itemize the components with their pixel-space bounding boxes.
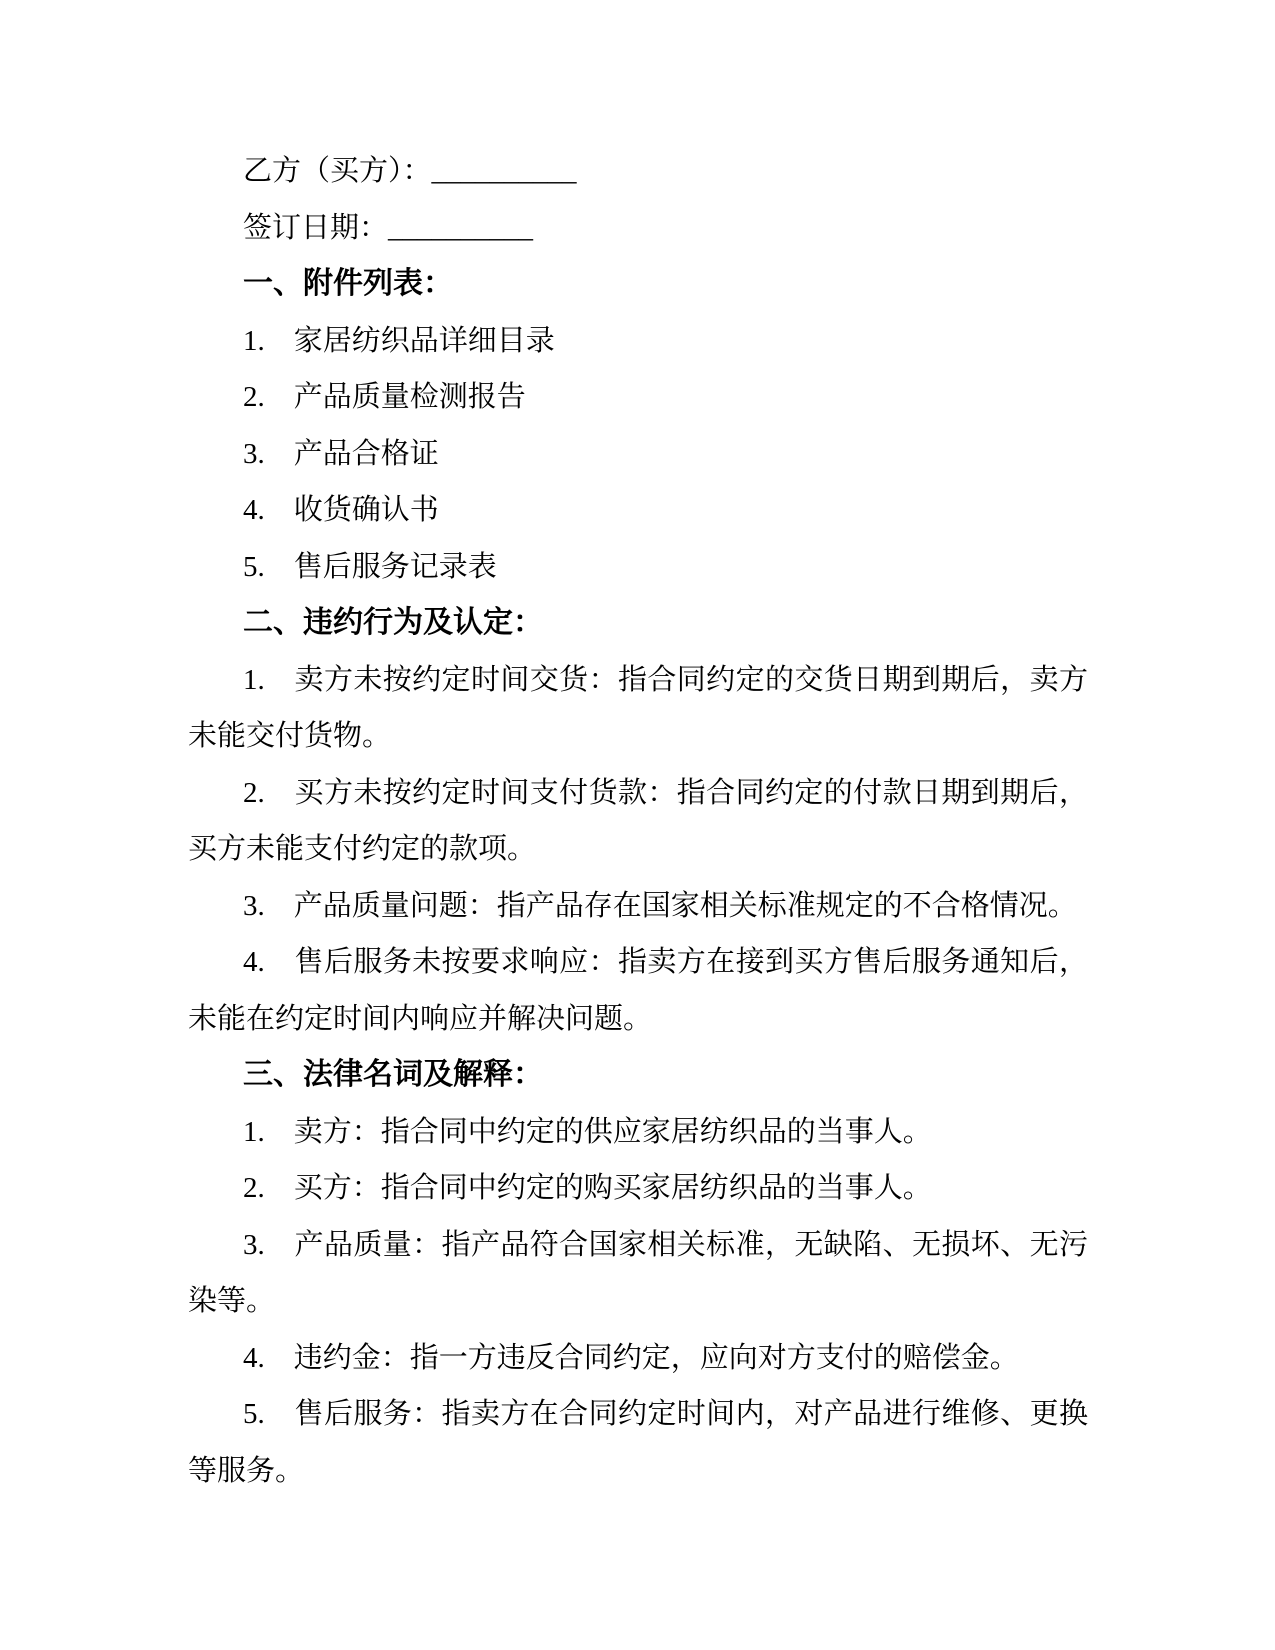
- party-b-label: 乙方（买方）：: [243, 155, 432, 187]
- legal-term-item-5: 5. 售后服务：指卖方在合同约定时间内，对产品进行维修、更换等服务。: [188, 1398, 1088, 1487]
- legal-term-item-3: 3. 产品质量：指产品符合国家相关标准，无缺陷、无损坏、无污染等。: [188, 1228, 1088, 1317]
- section-heading-legal-terms: 三、法律名词及解释：: [243, 1058, 543, 1091]
- legal-term-item-1: 1. 卖方：指合同中约定的供应家居纺织品的当事人。: [243, 1115, 932, 1148]
- contract-body: [188, 143, 1088, 1499]
- party-b-field: [188, 143, 1088, 200]
- attachment-item-4: 4. 收货确认书: [243, 494, 439, 526]
- legal-term-item-2: 2. 买方：指合同中约定的购买家居纺织品的当事人。: [243, 1172, 932, 1204]
- attachment-item-2: 2. 产品质量检测报告: [243, 381, 526, 413]
- breach-item-3: 3. 产品质量问题：指产品存在国家相关标准规定的不合格情况。: [243, 889, 1077, 922]
- party-b-blank-line: __________: [431, 155, 577, 187]
- section-heading-attachments: 一、附件列表：: [243, 267, 453, 300]
- attachment-item-3: 3. 产品合格证: [243, 437, 439, 470]
- signing-date-blank-line: __________: [388, 211, 534, 244]
- signing-date-field: [188, 200, 1088, 257]
- breach-item-1: 1. 卖方未按约定时间交货：指合同约定的交货日期到期后，卖方未能交付货物。: [188, 663, 1088, 752]
- signing-date-label: 签订日期：: [243, 211, 389, 244]
- section-heading-breach: 二、违约行为及认定：: [243, 606, 543, 639]
- breach-item-2: 2. 买方未按约定时间支付货款：指合同约定的付款日期到期后，买方未能支付约定的款项。: [188, 776, 1088, 865]
- legal-term-item-4: 4. 违约金：指一方违反合同约定，应向对方支付的赔偿金。: [243, 1341, 1019, 1374]
- attachment-item-1: 1. 家居纺织品详细目录: [243, 324, 555, 357]
- attachment-item-5: 5. 售后服务记录表: [243, 550, 497, 583]
- breach-item-4: 4. 售后服务未按要求响应：指卖方在接到买方售后服务通知后，未能在约定时间内响应并解决问题。: [188, 946, 1088, 1035]
